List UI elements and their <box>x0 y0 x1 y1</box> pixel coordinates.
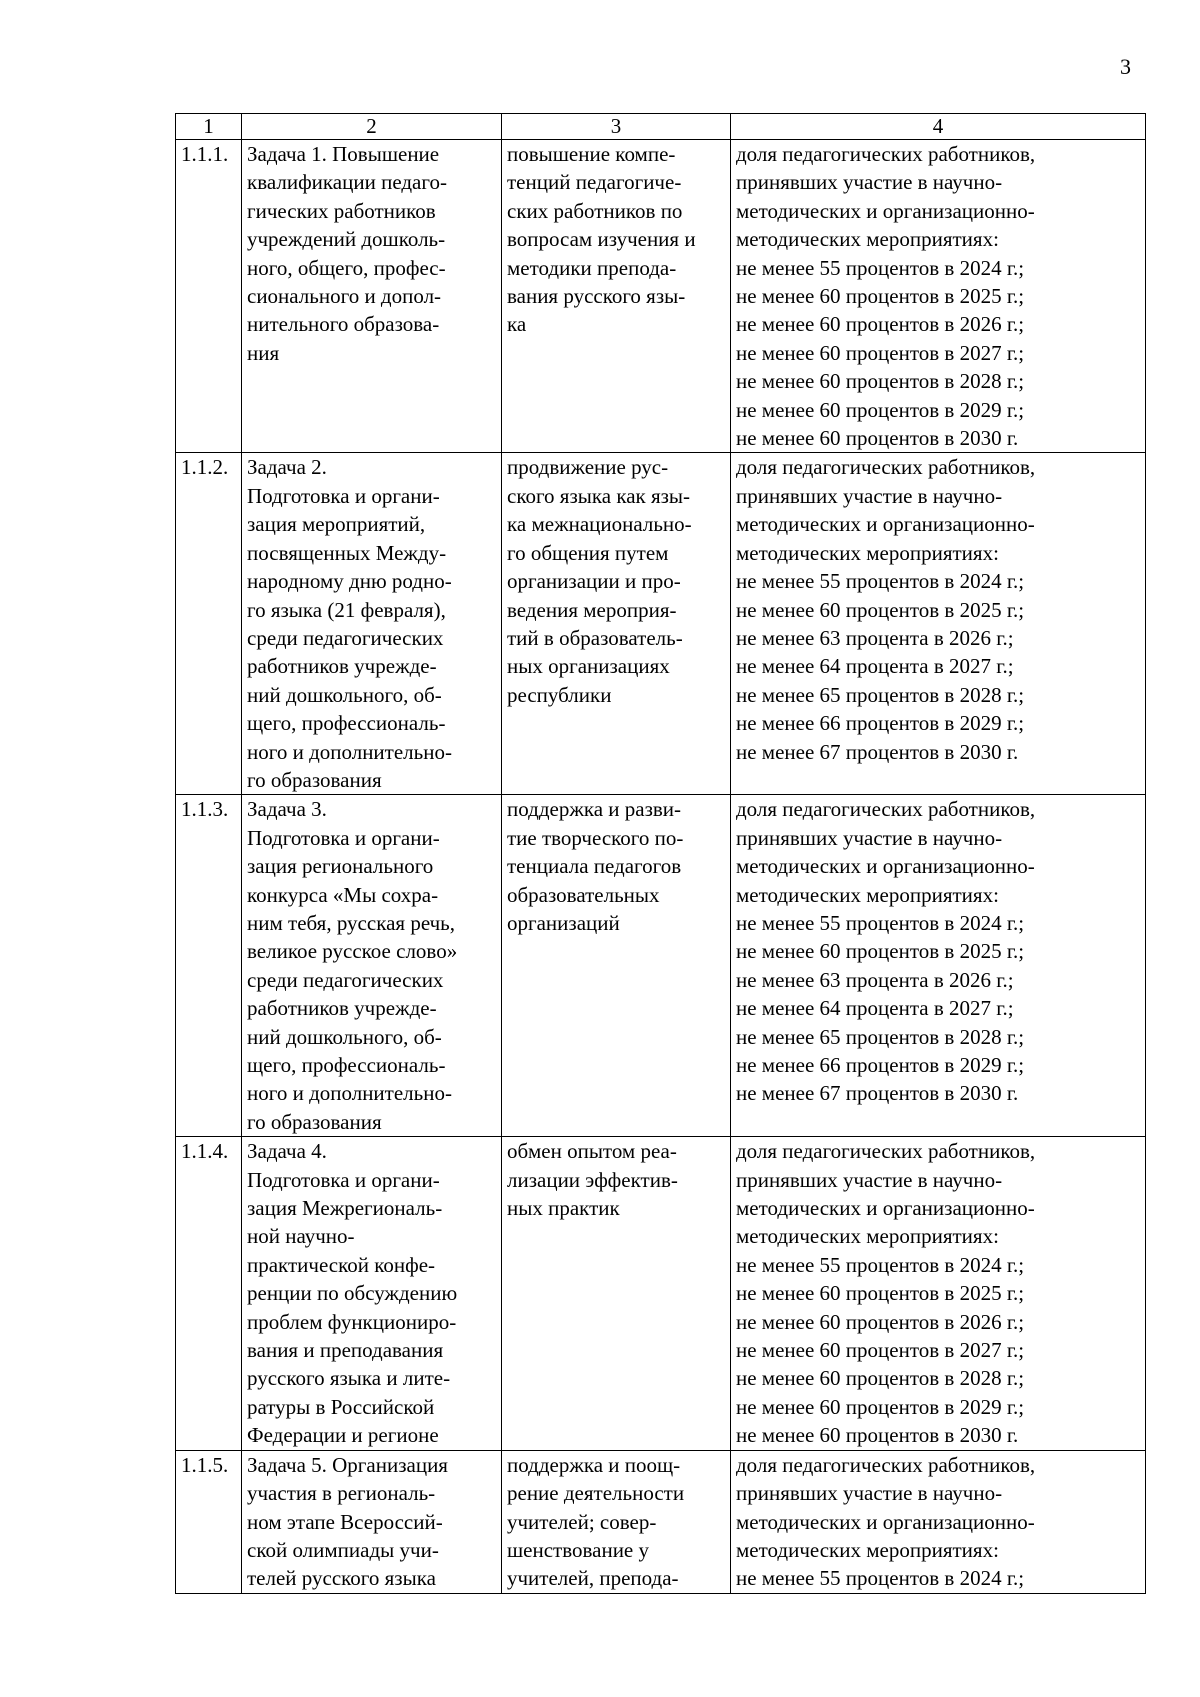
goal-cell: повышение компе- тенций педагогиче- ских работников по вопросам изучения и методики препода- вания русского язы- ка <box>502 140 731 453</box>
column-header-2: 2 <box>242 114 502 140</box>
column-header-3: 3 <box>502 114 731 140</box>
indicator-cell: доля педагогических работников, принявших участие в научно- методических и организационно- методических мероприятиях: не менее 55 процентов в 2024 г.; не менее 60 процентов в 2025 г.; не менее 63 процента в 2026 г.; не менее 64 процента в 2027 г.; не менее 65 процентов в 2028 г.; не менее 66 процентов в 2029 г.; не менее 67 процентов в 2030 г. <box>731 795 1146 1137</box>
goal-cell: поддержка и поощ- рение деятельности учителей; совер- шенствование у учителей, препода- <box>502 1450 731 1593</box>
task-cell: Задача 1. Повышение квалификации педаго- гических работников учреждений дошколь- ного, общего, профес- сионального и допол- нительного образова- ния <box>242 140 502 453</box>
row-number: 1.1.2. <box>176 453 242 795</box>
task-cell: Задача 2. Подготовка и органи- зация мероприятий, посвященных Между- народному дню родно- го языка (21 февраля), среди педагогических работников учрежде- ний дошкольного, об- щего, профессиональ- ного и дополнительно- го образования <box>242 453 502 795</box>
indicator-cell: доля педагогических работников, принявших участие в научно- методических и организационно- методических мероприятиях: не менее 55 процентов в 2024 г.; не менее 60 процентов в 2025 г.; не менее 60 процентов в 2026 г.; не менее 60 процентов в 2027 г.; не менее 60 процентов в 2028 г.; не менее 60 процентов в 2029 г.; не менее 60 процентов в 2030 г. <box>731 140 1146 453</box>
program-table <box>175 113 1146 1594</box>
indicator-cell: доля педагогических работников, принявших участие в научно- методических и организационно- методических мероприятиях: не менее 55 процентов в 2024 г.; не менее 60 процентов в 2025 г.; не менее 63 процента в 2026 г.; не менее 64 процента в 2027 г.; не менее 65 процентов в 2028 г.; не менее 66 процентов в 2029 г.; не менее 67 процентов в 2030 г. <box>731 453 1146 795</box>
column-header-4: 4 <box>731 114 1146 140</box>
indicator-cell: доля педагогических работников, принявших участие в научно- методических и организационно- методических мероприятиях: не менее 55 процентов в 2024 г.; не менее 60 процентов в 2025 г.; не менее 60 процентов в 2026 г.; не менее 60 процентов в 2027 г.; не менее 60 процентов в 2028 г.; не менее 60 процентов в 2029 г.; не менее 60 процентов в 2030 г. <box>731 1137 1146 1450</box>
task-cell: Задача 3. Подготовка и органи- зация регионального конкурса «Мы сохра- ним тебя, русская речь, великое русское слово» среди педагогических работников учрежде- ний дошкольного, об- щего, профессиональ- ного и дополнительно- го образования <box>242 795 502 1137</box>
page-number: 3 <box>1120 54 1131 79</box>
table-row <box>176 1137 1146 1450</box>
table-row <box>176 140 1146 453</box>
table-row <box>176 1450 1146 1593</box>
row-number: 1.1.4. <box>176 1137 242 1450</box>
row-number: 1.1.5. <box>176 1450 242 1593</box>
row-number: 1.1.3. <box>176 795 242 1137</box>
table-row <box>176 453 1146 795</box>
task-cell: Задача 5. Организация участия в региональ- ном этапе Всероссий- ской олимпиады учи- телей русского языка <box>242 1450 502 1593</box>
goal-cell: поддержка и разви- тие творческого по- тенциала педагогов образовательных организаций <box>502 795 731 1137</box>
table-row <box>176 795 1146 1137</box>
column-header-1: 1 <box>176 114 242 140</box>
goal-cell: продвижение рус- ского языка как язы- ка межнационально- го общения путем организации и про- ведения мероприя- тий в образователь- ных организациях республики <box>502 453 731 795</box>
indicator-cell: доля педагогических работников, принявших участие в научно- методических и организационно- методических мероприятиях: не менее 55 процентов в 2024 г.; <box>731 1450 1146 1593</box>
row-number: 1.1.1. <box>176 140 242 453</box>
goal-cell: обмен опытом реа- лизации эффектив- ных практик <box>502 1137 731 1450</box>
table-header-row <box>176 114 1146 140</box>
task-cell: Задача 4. Подготовка и органи- зация Межрегиональ- ной научно- практической конфе- ренции по обсуждению проблем функциониро- вания и преподавания русского языка и лите- ратуры в Российской Федерации и регионе <box>242 1137 502 1450</box>
